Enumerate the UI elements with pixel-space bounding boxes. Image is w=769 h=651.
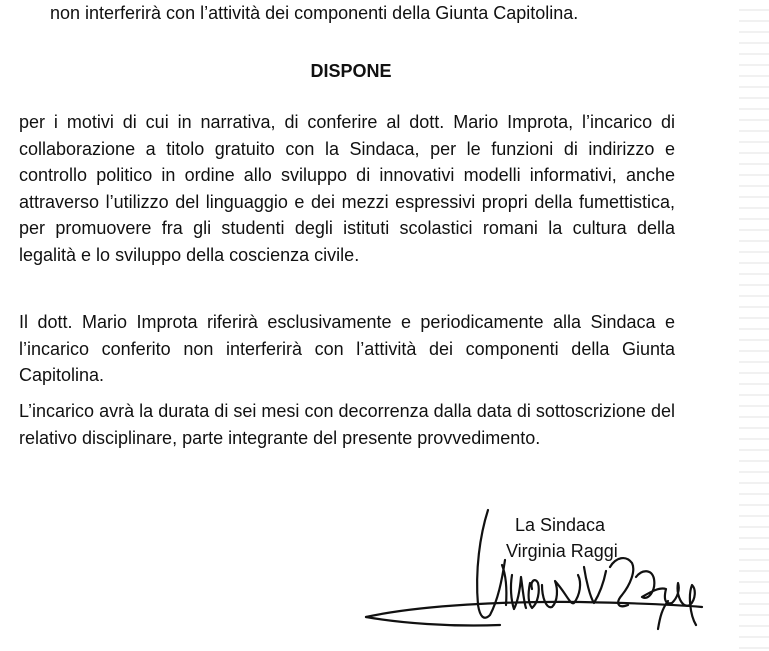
signatory-title: La Sindaca bbox=[515, 515, 606, 535]
paragraph-1: per i motivi di cui in narrativa, di conferire al dott. Mario Improta, l’incarico di collaborazione a titolo gratuito con la Sindaca, per le funzioni di indirizzo e controllo politico in ordine allo sviluppo di innovativi modelli informativi, anche attraverso l’utilizzo del linguaggio e dei mezzi espressivi propri della fumettistica, per promuovere fra gli studenti degli istituti scolastici romani la cultura della legalità e lo sviluppo della coscienza civile. bbox=[19, 112, 675, 265]
cut-off-line: non interferirà con l’attività dei componenti della Giunta Capitolina. bbox=[50, 3, 579, 23]
paragraph-2: Il dott. Mario Improta riferirà esclusivamente e periodicamente alla Sindaca e l’incarico conferito non interferirà con l’attività dei componenti della Giunta Capitolina. bbox=[19, 312, 675, 385]
section-heading: DISPONE bbox=[310, 61, 392, 81]
signature-block bbox=[360, 505, 720, 651]
scan-edge bbox=[739, 0, 769, 651]
handwritten-signature bbox=[360, 505, 720, 651]
paragraph-3: L’incarico avrà la durata di sei mesi con decorrenza dalla data di sottoscrizione del relativo disciplinare, parte integrante del presente provvedimento. bbox=[19, 401, 675, 448]
signatory-name: Virginia Raggi bbox=[506, 541, 618, 561]
